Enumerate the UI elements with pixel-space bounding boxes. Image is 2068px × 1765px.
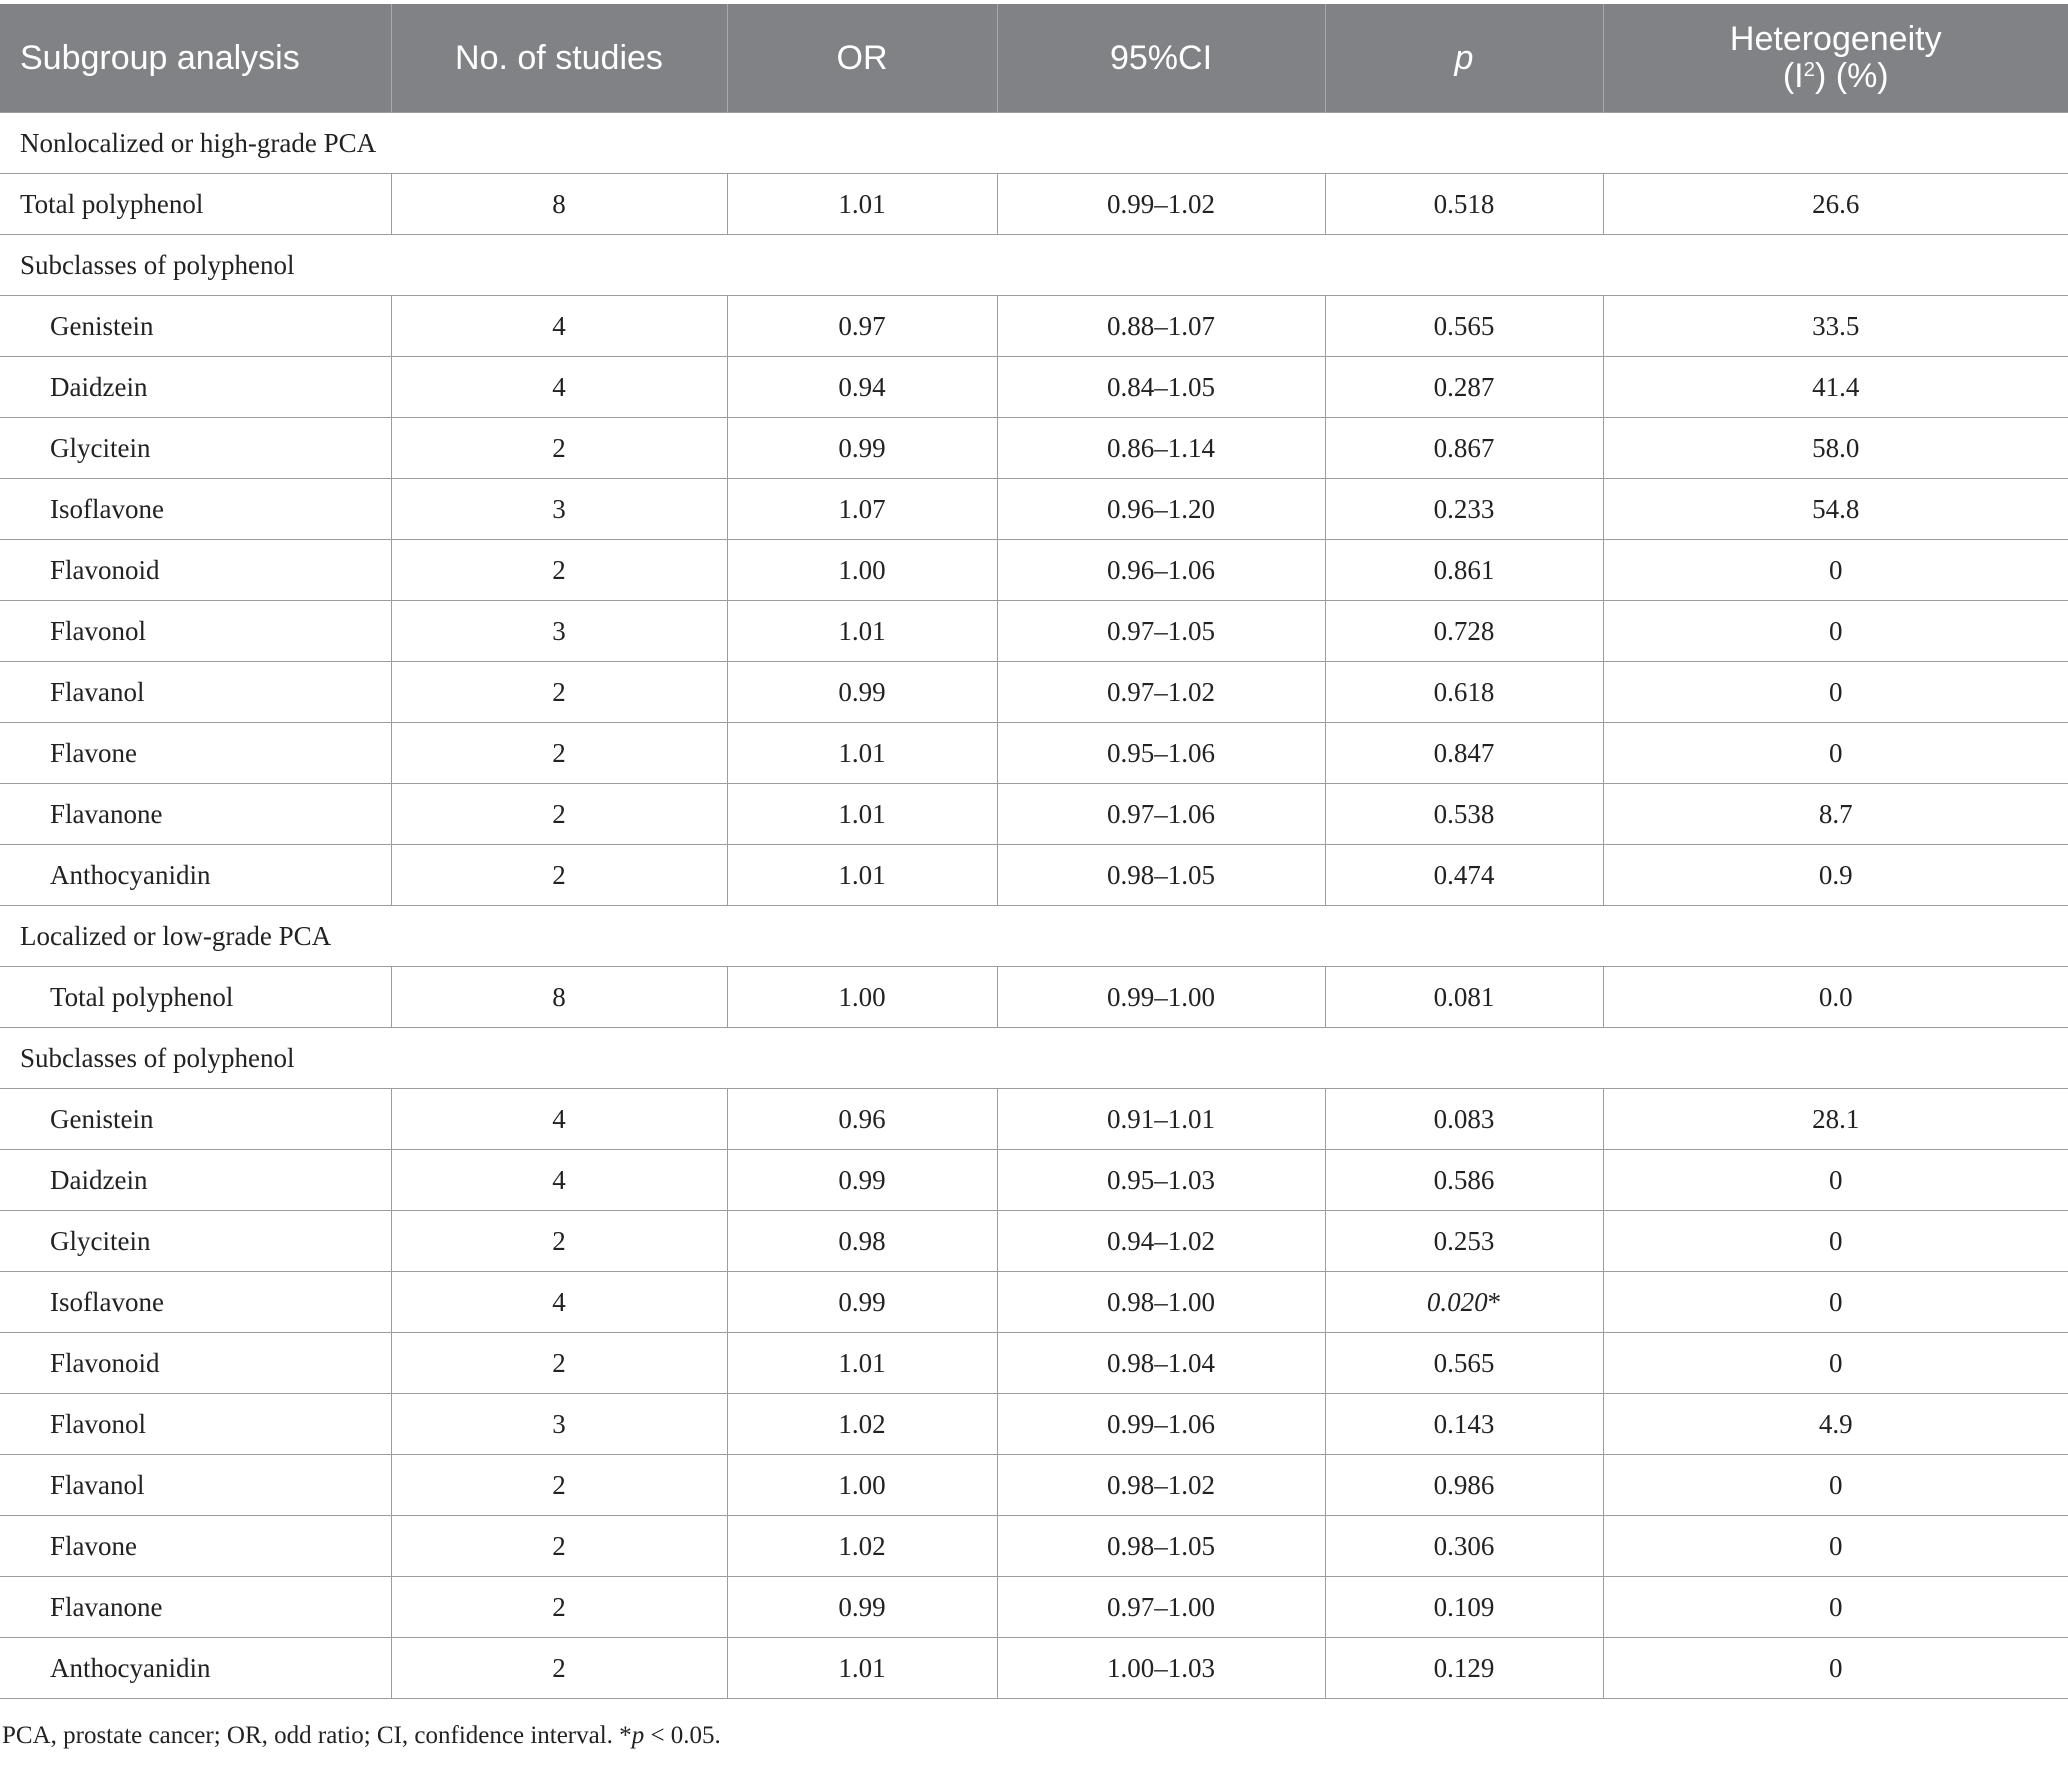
table-header bbox=[0, 4, 2068, 113]
footnote-text: PCA, prostate cancer; OR, odd ratio; CI, confidence interval. * bbox=[2, 1722, 632, 1749]
row-name: Flavone bbox=[0, 723, 391, 784]
row-ci: 0.98–1.04 bbox=[997, 1333, 1325, 1394]
row-ci: 0.99–1.02 bbox=[997, 174, 1325, 235]
row-heterogeneity: 0 bbox=[1603, 540, 2068, 601]
row-heterogeneity: 0 bbox=[1603, 1455, 2068, 1516]
row-p: 0.728 bbox=[1325, 601, 1603, 662]
row-ci: 0.96–1.20 bbox=[997, 479, 1325, 540]
row-heterogeneity: 54.8 bbox=[1603, 479, 2068, 540]
row-studies: 2 bbox=[391, 1638, 727, 1699]
row-ci: 0.86–1.14 bbox=[997, 418, 1325, 479]
row-or: 0.99 bbox=[727, 1577, 997, 1638]
table-row bbox=[0, 174, 2068, 235]
row-name: Total polyphenol bbox=[0, 174, 391, 235]
row-p: 0.867 bbox=[1325, 418, 1603, 479]
table-row bbox=[0, 479, 2068, 540]
table-row bbox=[0, 1272, 2068, 1333]
row-p: 0.129 bbox=[1325, 1638, 1603, 1699]
row-p-value: 0.020 bbox=[1426, 1286, 1488, 1317]
row-or: 0.99 bbox=[727, 662, 997, 723]
table-row bbox=[0, 1577, 2068, 1638]
section-title: Nonlocalized or high-grade PCA bbox=[0, 113, 2068, 174]
row-p: 0.253 bbox=[1325, 1211, 1603, 1272]
row-ci: 0.98–1.05 bbox=[997, 845, 1325, 906]
row-name: Glycitein bbox=[0, 1211, 391, 1272]
row-heterogeneity: 0 bbox=[1603, 1516, 2068, 1577]
table-row bbox=[0, 662, 2068, 723]
row-name: Genistein bbox=[0, 1089, 391, 1150]
row-or: 0.94 bbox=[727, 357, 997, 418]
row-studies: 3 bbox=[391, 601, 727, 662]
row-or: 1.00 bbox=[727, 540, 997, 601]
row-name: Flavonol bbox=[0, 1394, 391, 1455]
header-row bbox=[0, 4, 2068, 113]
subclass-title: Subclasses of polyphenol bbox=[0, 1028, 2068, 1089]
table-row bbox=[0, 1211, 2068, 1272]
row-heterogeneity: 4.9 bbox=[1603, 1394, 2068, 1455]
section-row bbox=[0, 1028, 2068, 1089]
header-ci: 95%CI bbox=[997, 4, 1325, 113]
row-heterogeneity: 0 bbox=[1603, 601, 2068, 662]
row-heterogeneity: 41.4 bbox=[1603, 357, 2068, 418]
row-heterogeneity: 26.6 bbox=[1603, 174, 2068, 235]
row-p: 0.109 bbox=[1325, 1577, 1603, 1638]
row-or: 1.01 bbox=[727, 845, 997, 906]
row-heterogeneity: 0.0 bbox=[1603, 967, 2068, 1028]
header-subgroup: Subgroup analysis bbox=[0, 4, 391, 113]
row-studies: 2 bbox=[391, 540, 727, 601]
header-p-label: p bbox=[1454, 38, 1474, 77]
row-studies: 2 bbox=[391, 1211, 727, 1272]
row-studies: 2 bbox=[391, 662, 727, 723]
row-or: 0.96 bbox=[727, 1089, 997, 1150]
row-heterogeneity: 33.5 bbox=[1603, 296, 2068, 357]
table-row bbox=[0, 601, 2068, 662]
row-ci: 0.99–1.00 bbox=[997, 967, 1325, 1028]
row-or: 0.97 bbox=[727, 296, 997, 357]
row-ci: 0.97–1.00 bbox=[997, 1577, 1325, 1638]
row-or: 1.01 bbox=[727, 1333, 997, 1394]
row-p: 0.986 bbox=[1325, 1455, 1603, 1516]
row-or: 1.01 bbox=[727, 174, 997, 235]
row-name: Glycitein bbox=[0, 418, 391, 479]
row-name: Daidzein bbox=[0, 357, 391, 418]
table-row bbox=[0, 418, 2068, 479]
table-row bbox=[0, 1089, 2068, 1150]
table-row bbox=[0, 357, 2068, 418]
section-row bbox=[0, 235, 2068, 296]
row-heterogeneity: 0 bbox=[1603, 1272, 2068, 1333]
row-or: 0.98 bbox=[727, 1211, 997, 1272]
row-name: Flavonoid bbox=[0, 1333, 391, 1394]
row-p: 0.518 bbox=[1325, 174, 1603, 235]
row-or: 1.01 bbox=[727, 723, 997, 784]
section-row bbox=[0, 113, 2068, 174]
row-studies: 2 bbox=[391, 1577, 727, 1638]
row-p: 0.586 bbox=[1325, 1150, 1603, 1211]
row-ci: 0.95–1.03 bbox=[997, 1150, 1325, 1211]
row-studies: 2 bbox=[391, 418, 727, 479]
row-p: 0.474 bbox=[1325, 845, 1603, 906]
row-heterogeneity: 0 bbox=[1603, 1638, 2068, 1699]
table-footnote bbox=[2, 1722, 721, 1750]
subclass-title: Subclasses of polyphenol bbox=[0, 235, 2068, 296]
row-heterogeneity: 0 bbox=[1603, 662, 2068, 723]
row-name: Daidzein bbox=[0, 1150, 391, 1211]
row-or: 1.07 bbox=[727, 479, 997, 540]
row-studies: 3 bbox=[391, 479, 727, 540]
header-het-rest: ) (%) bbox=[1814, 57, 1889, 95]
footnote-p: p bbox=[631, 1722, 645, 1749]
row-studies: 4 bbox=[391, 1150, 727, 1211]
row-ci: 0.98–1.00 bbox=[997, 1272, 1325, 1333]
table-row bbox=[0, 1394, 2068, 1455]
row-name: Isoflavone bbox=[0, 479, 391, 540]
row-name: Genistein bbox=[0, 296, 391, 357]
row-name: Anthocyanidin bbox=[0, 845, 391, 906]
row-name: Anthocyanidin bbox=[0, 1638, 391, 1699]
row-studies: 4 bbox=[391, 357, 727, 418]
row-or: 0.99 bbox=[727, 418, 997, 479]
row-or: 0.99 bbox=[727, 1150, 997, 1211]
row-studies: 2 bbox=[391, 1516, 727, 1577]
row-p: 0.233 bbox=[1325, 479, 1603, 540]
row-studies: 2 bbox=[391, 784, 727, 845]
row-ci: 0.98–1.02 bbox=[997, 1455, 1325, 1516]
row-name: Flavonoid bbox=[0, 540, 391, 601]
row-ci: 0.96–1.06 bbox=[997, 540, 1325, 601]
row-studies: 3 bbox=[391, 1394, 727, 1455]
table-row bbox=[0, 1150, 2068, 1211]
table-row bbox=[0, 296, 2068, 357]
row-ci: 0.97–1.05 bbox=[997, 601, 1325, 662]
row-or: 1.01 bbox=[727, 601, 997, 662]
row-heterogeneity: 0 bbox=[1603, 1211, 2068, 1272]
row-studies: 2 bbox=[391, 845, 727, 906]
row-studies: 2 bbox=[391, 723, 727, 784]
row-or: 1.02 bbox=[727, 1516, 997, 1577]
row-or: 1.01 bbox=[727, 1638, 997, 1699]
table-row bbox=[0, 967, 2068, 1028]
row-ci: 1.00–1.03 bbox=[997, 1638, 1325, 1699]
results-table-container bbox=[0, 4, 2068, 1699]
header-studies: No. of studies bbox=[391, 4, 727, 113]
table-row bbox=[0, 540, 2068, 601]
row-heterogeneity: 0 bbox=[1603, 1577, 2068, 1638]
row-p: 0.847 bbox=[1325, 723, 1603, 784]
row-ci: 0.97–1.06 bbox=[997, 784, 1325, 845]
significance-mark: * bbox=[1487, 1286, 1502, 1317]
row-name: Flavanol bbox=[0, 1455, 391, 1516]
row-ci: 0.97–1.02 bbox=[997, 662, 1325, 723]
row-studies: 2 bbox=[391, 1333, 727, 1394]
row-or: 1.02 bbox=[727, 1394, 997, 1455]
row-or: 1.00 bbox=[727, 967, 997, 1028]
section-row bbox=[0, 906, 2068, 967]
row-studies: 4 bbox=[391, 1272, 727, 1333]
row-p: 0.861 bbox=[1325, 540, 1603, 601]
table-row bbox=[0, 845, 2068, 906]
subgroup-analysis-table bbox=[0, 4, 2068, 1699]
table-body bbox=[0, 113, 2068, 1699]
header-or: OR bbox=[727, 4, 997, 113]
row-ci: 0.91–1.01 bbox=[997, 1089, 1325, 1150]
header-het-line1: Heterogeneity bbox=[1729, 20, 1942, 59]
row-name: Flavanol bbox=[0, 662, 391, 723]
row-name: Total polyphenol bbox=[0, 967, 391, 1028]
row-studies: 4 bbox=[391, 296, 727, 357]
row-p: 0.287 bbox=[1325, 357, 1603, 418]
header-het-i: (I bbox=[1782, 57, 1804, 95]
row-p: 0.565 bbox=[1325, 296, 1603, 357]
row-p: 0.565 bbox=[1325, 1333, 1603, 1394]
row-p: 0.306 bbox=[1325, 1516, 1603, 1577]
header-het-sup: 2 bbox=[1803, 58, 1815, 81]
table-row bbox=[0, 1455, 2068, 1516]
table-row bbox=[0, 1333, 2068, 1394]
row-heterogeneity: 0.9 bbox=[1603, 845, 2068, 906]
row-ci: 0.84–1.05 bbox=[997, 357, 1325, 418]
row-name: Flavanone bbox=[0, 1577, 391, 1638]
row-ci: 0.95–1.06 bbox=[997, 723, 1325, 784]
row-studies: 4 bbox=[391, 1089, 727, 1150]
header-heterogeneity bbox=[1603, 4, 2068, 113]
row-heterogeneity: 28.1 bbox=[1603, 1089, 2068, 1150]
footnote-threshold: < 0.05. bbox=[644, 1722, 721, 1749]
table-row bbox=[0, 723, 2068, 784]
row-ci: 0.99–1.06 bbox=[997, 1394, 1325, 1455]
row-p bbox=[1325, 1272, 1603, 1333]
row-p: 0.538 bbox=[1325, 784, 1603, 845]
table-row bbox=[0, 784, 2068, 845]
row-ci: 0.88–1.07 bbox=[997, 296, 1325, 357]
table-row bbox=[0, 1638, 2068, 1699]
row-p: 0.081 bbox=[1325, 967, 1603, 1028]
row-ci: 0.98–1.05 bbox=[997, 1516, 1325, 1577]
row-or: 0.99 bbox=[727, 1272, 997, 1333]
row-p: 0.143 bbox=[1325, 1394, 1603, 1455]
table-row bbox=[0, 1516, 2068, 1577]
row-heterogeneity: 8.7 bbox=[1603, 784, 2068, 845]
row-heterogeneity: 0 bbox=[1603, 1150, 2068, 1211]
row-studies: 8 bbox=[391, 967, 727, 1028]
row-studies: 8 bbox=[391, 174, 727, 235]
header-p bbox=[1325, 4, 1603, 113]
row-name: Flavanone bbox=[0, 784, 391, 845]
row-name: Flavonol bbox=[0, 601, 391, 662]
row-studies: 2 bbox=[391, 1455, 727, 1516]
row-ci: 0.94–1.02 bbox=[997, 1211, 1325, 1272]
row-p: 0.083 bbox=[1325, 1089, 1603, 1150]
row-or: 1.00 bbox=[727, 1455, 997, 1516]
row-name: Isoflavone bbox=[0, 1272, 391, 1333]
row-heterogeneity: 0 bbox=[1603, 723, 2068, 784]
row-or: 1.01 bbox=[727, 784, 997, 845]
section-title: Localized or low-grade PCA bbox=[0, 906, 2068, 967]
row-heterogeneity: 58.0 bbox=[1603, 418, 2068, 479]
row-name: Flavone bbox=[0, 1516, 391, 1577]
row-p: 0.618 bbox=[1325, 662, 1603, 723]
row-heterogeneity: 0 bbox=[1603, 1333, 2068, 1394]
